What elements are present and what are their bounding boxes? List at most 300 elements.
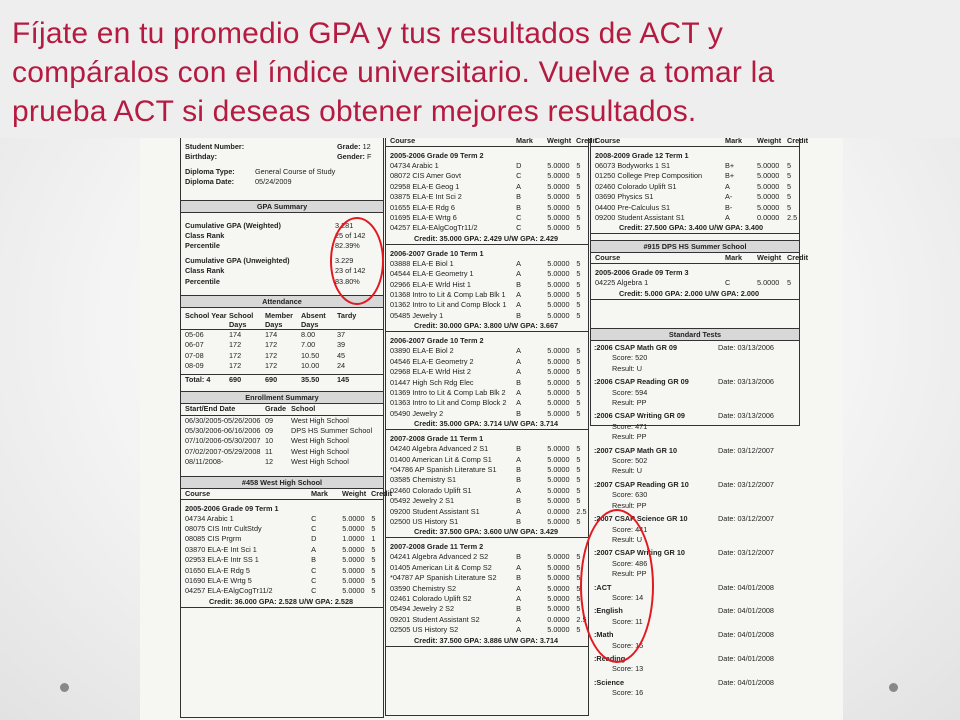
course-row [386,444,588,454]
course-weight: 5.0000 [757,192,780,202]
course-name: 02505 US History S2 [390,625,459,635]
test-name: :2007 CSAP Reading GR 10 [594,479,689,489]
course-row [591,171,799,181]
course-name: 08085 CIS Prgrm [185,534,242,544]
gpa-value: 23 of 142 [335,266,366,276]
course-weight: 5.0000 [547,258,570,268]
course-name: 08075 CIS Intr CultStdy [185,523,262,533]
attendance-cell: 7.00 [301,340,316,350]
course-mark: B [516,496,522,506]
gpa-label: Class Rank [185,231,225,241]
test-result: Result: PP [612,432,647,442]
term-title: 2005-2006 Grade 09 Term 2 [390,151,484,160]
course-row [386,182,588,192]
test-result: Result: PP [612,398,647,408]
course-mark: B [516,408,522,418]
course-weight: 5.0000 [547,408,570,418]
course-mark: B [516,573,522,583]
enrollment-cell: DPS HS Summer School [291,425,373,435]
course-credit: 5 [576,604,581,614]
course-row [386,269,588,279]
course-weight: 5.0000 [547,202,570,212]
course-weight: 5.0000 [547,583,570,593]
course-weight: 5.0000 [547,367,570,377]
attendance-cell: 172 [229,361,242,371]
course-row [386,280,588,290]
course-mark: A [516,269,522,279]
course-name: 05490 Jewelry 2 [390,408,444,418]
attendance-row [181,361,383,371]
course-mark: A [516,181,522,191]
course-mark: B [311,555,317,565]
course-name: 01690 ELA-E Wrtg 5 [185,575,252,585]
course-row [386,388,588,398]
test-result: Result: PP [612,500,647,510]
course-name: 04734 Arabic 1 [390,161,439,170]
course-row [386,615,588,625]
course-columns-header [591,138,809,147]
enrollment-row [181,436,383,446]
course-row [386,367,588,377]
school458-header: #458 West High School [181,476,383,489]
course-credit: 5 [787,181,792,191]
test-name: :2007 CSAP Math GR 10 [594,445,677,455]
course-name: 01695 ELA-E Wrtg 6 [390,213,457,223]
enrollment-cell: 10 [265,436,274,446]
course-weight: 5.0000 [547,594,570,603]
course-name: 02958 ELA-E Geog 1 [390,181,460,191]
course-name: 01369 Intro to Lit & Comp Lab Blk 2 [390,387,506,397]
attendance-col-header: Member Days [265,311,293,330]
test-score: Score: 441 [612,524,648,534]
course-weight: 5.0000 [342,575,365,585]
enrollment-header-row [181,404,383,415]
test-name: :2007 CSAP Science GR 10 [594,514,688,524]
course-weight: 5.0000 [547,625,570,635]
course-weight: 5.0000 [547,377,570,387]
attendance-cell: 07-08 [185,350,204,360]
course-mark: B [516,192,522,202]
course-credit: 5 [576,516,581,526]
course-credit: 5 [576,290,581,300]
course-name: 01368 Intro to Lit & Comp Lab Blk 1 [390,290,506,300]
course-mark: A- [725,192,733,202]
test-name: :2007 CSAP Writing GR 10 [594,548,685,558]
column-header: Credit [787,138,809,145]
course-weight: 5.0000 [757,171,780,181]
column-header: Course [595,253,621,263]
course-credit: 5 [576,475,581,485]
course-weight: 5.0000 [547,161,570,170]
test-date: Date: 03/12/2007 [718,548,774,558]
enrollment-cell: 07/02/2007-05/29/2008 [185,446,261,456]
course-mark: C [311,565,317,575]
attendance-cell: 145 [337,374,350,384]
course-weight: 5.0000 [547,300,570,310]
course-mark: B+ [725,161,735,170]
attendance-header-row [181,308,383,330]
course-weight: 5.0000 [342,586,365,596]
course-row [386,409,588,419]
course-credit: 5 [787,278,792,288]
course-row [386,213,588,223]
course-row [591,192,799,202]
course-name: 04544 ELA-E Geometry 1 [390,269,474,279]
course-weight: 5.0000 [547,171,570,181]
course-weight: 5.0000 [757,202,780,212]
test-item [590,478,800,512]
test-name: :2006 CSAP Writing GR 09 [594,411,685,421]
gpa-value: 25 of 142 [335,231,366,241]
course-credit: 5 [576,202,581,212]
column-header: Credit [371,488,393,498]
course-credit: 5 [576,300,581,310]
course-credit: 5 [576,356,581,366]
test-name: :Science [594,677,625,687]
course-credit: 2.5 [787,213,798,223]
attendance-cell: 06-07 [185,340,204,350]
course-columns-header [386,138,598,147]
test-date: Date: 03/12/2007 [718,514,774,524]
course-name: 06073 Bodyworks 1 S1 [595,161,671,170]
term-title: 2007-2008 Grade 11 Term 2 [390,542,484,552]
course-weight: 5.0000 [757,278,780,288]
enrollment-cell: West High School [291,436,349,446]
course-mark: B [516,310,522,320]
attendance-cell: 24 [337,361,346,371]
course-credit: 5 [576,213,581,223]
course-credit: 5 [371,575,376,585]
course-weight: 5.0000 [757,181,780,191]
test-name: :Math [594,630,614,640]
course-row [386,573,588,583]
gpa-value: 3.281 [335,220,354,230]
course-row [386,311,588,321]
term-credit-summary: Credit: 36.000 GPA: 2.528 U/W GPA: 2.528 [181,597,383,608]
test-score: Score: 16 [612,688,644,698]
course-weight: 5.0000 [547,269,570,279]
course-columns-header [181,488,393,500]
course-credit: 5 [576,485,581,495]
course-row [386,517,588,527]
slide-title: Fíjate en tu promedio GPA y tus resultados de ACT y compáralos con el índice universitario. Vuelve a tomar la prueba ACT si deseas obtener mejores resultados. [12,17,775,128]
test-name-row [590,446,800,456]
course-row [386,192,588,202]
birthday-label: Birthday: [185,152,218,162]
test-date: Date: 04/01/2008 [718,653,774,663]
course-name: *04787 AP Spanish Literature S2 [390,573,497,583]
test-result: Result: PP [612,569,647,579]
course-row [181,514,383,524]
course-weight: 5.0000 [547,573,570,583]
enrollment-cell: 05/30/2006-06/16/2006 [185,425,261,435]
course-credit: 5 [787,171,792,181]
course-row [386,346,588,356]
term-title: 2005-2006 Grade 09 Term 3 [595,268,689,278]
term-credit-summary: Credit: 35.000 GPA: 3.714 U/W GPA: 3.714 [386,419,588,430]
course-credit: 5 [576,408,581,418]
test-score: Score: 15 [612,640,644,650]
column-header: Credit [576,138,598,145]
column-header: Course [185,488,211,498]
diploma-date-value: 05/24/2009 [255,177,292,187]
course-name: 03888 ELA-E Biol 1 [390,258,454,268]
attendance-cell: 690 [229,374,242,384]
course-row [591,278,799,288]
grade-label: Grade: [337,142,361,151]
course-row [181,534,383,544]
course-name: 03585 Chemistry S1 [390,475,457,485]
course-credit: 1 [371,534,376,544]
course-mark: B [516,475,522,485]
enrollment-cell: 12 [265,457,274,467]
course-mark: A [516,258,522,268]
column-header: Weight [757,253,782,263]
course-weight: 5.0000 [342,513,365,523]
term-credit-summary: Credit: 37.500 GPA: 3.886 U/W GPA: 3.714 [386,636,588,647]
course-mark: B+ [725,171,735,181]
column-header: Course [595,138,621,145]
test-result: Result: U [612,363,643,373]
course-mark: B [516,552,522,562]
summer-courses [591,253,809,299]
column-header: Mark [725,253,743,263]
course-row [386,300,588,310]
course-mark: A [725,213,730,223]
summer-school-header: #915 DPS HS Summer School [591,240,799,253]
course-weight: 5.0000 [342,544,365,554]
gpa-label: Percentile [185,241,220,251]
course-row [181,524,383,534]
course-name: *04786 AP Spanish Literature S1 [390,464,497,474]
course-mark: C [311,513,317,523]
attendance-col-header: Tardy [337,311,357,321]
course-row [181,566,383,576]
test-score: Score: 11 [612,616,643,626]
course-credit: 5 [576,496,581,506]
course-credit: 5 [576,464,581,474]
grade-value: 12 [362,142,371,151]
test-score: Score: 594 [612,387,648,397]
attendance-cell: Total: 4 [185,374,211,384]
course-credit: 2.5 [576,506,587,516]
attendance-table [181,308,383,385]
course-mark: B [516,202,522,212]
course-mark: A [516,346,522,356]
course-weight: 5.0000 [342,565,365,575]
course-credit: 5 [371,523,376,533]
transcript-middle-column [385,138,598,716]
course-name: 01655 ELA-E Rdg 6 [390,202,455,212]
column-header: Weight [546,138,572,145]
test-name-row [590,678,800,688]
course-mark: A [516,387,522,397]
course-credit: 5 [576,444,581,454]
course-mark: B [516,464,522,474]
course-name: 04225 Algebra 1 [595,278,649,288]
school458-courses [181,488,393,608]
slide-title-box [0,0,960,138]
test-name: :2006 CSAP Reading GR 09 [594,377,689,387]
course-mark: C [516,213,522,223]
course-mark: D [516,161,522,170]
test-date: Date: 03/12/2007 [718,445,774,455]
enrollment-cell: West High School [291,415,349,425]
test-date: Date: 04/01/2008 [718,677,774,687]
course-mark: C [311,586,317,596]
course-name: 09201 Student Assistant S2 [390,614,480,624]
course-name: 03690 Physics S1 [595,192,654,202]
course-weight: 5.0000 [547,496,570,506]
enrollment-cell: 06/30/2005-05/26/2006 [185,415,261,425]
course-weight: 5.0000 [547,516,570,526]
gpa-label: Class Rank [185,266,225,276]
course-name: 04546 ELA-E Geometry 2 [390,356,474,366]
course-name: 01250 College Prep Composition [595,171,703,181]
course-name: 03875 ELA-E Int Sci 2 [390,192,462,202]
course-credit: 5 [576,552,581,562]
course-credit: 5 [576,594,581,603]
term-credit-summary: Credit: 35.000 GPA: 2.429 U/W GPA: 2.429 [386,234,588,245]
test-item [590,444,800,478]
course-name: 02968 ELA-E Wrld Hist 2 [390,367,471,377]
attendance-col-header: School Days [229,311,254,330]
course-weight: 5.0000 [547,181,570,191]
attendance-row [181,340,383,350]
column-header: Mark [515,138,533,145]
course-mark: A [311,544,317,554]
course-row [386,378,588,388]
nav-dot-left [60,683,69,692]
course-name: 02500 US History S1 [390,516,459,526]
course-weight: 5.0000 [547,290,570,300]
course-name: 02460 Colorado Uplift S1 [390,485,472,495]
course-weight: 5.0000 [342,523,365,533]
course-name: 04734 Arabic 1 [185,513,234,523]
test-date: Date: 03/13/2006 [718,343,774,352]
test-name-row [590,377,800,387]
course-mark: A [516,594,522,603]
course-credit: 5 [576,269,581,279]
course-weight: 5.0000 [547,192,570,202]
course-name: 03870 ELA-E Int Sci 1 [185,544,257,554]
column-header: Credit [787,253,809,263]
course-credit: 5 [576,223,581,233]
course-mark: A [516,562,522,572]
enrollment-row [181,457,383,467]
test-score: Score: 14 [612,592,644,602]
course-credit: 5 [576,181,581,191]
course-row [386,552,588,562]
student-info [181,138,383,188]
term-credit-summary: Credit: 30.000 GPA: 3.800 U/W GPA: 3.667 [386,321,588,332]
attendance-col-header: Absent Days [301,311,326,330]
course-row [181,555,383,565]
gpa-highlight-circle [330,217,384,305]
column-header: Mark [310,488,328,498]
nav-dot-right [889,683,898,692]
course-row [386,290,588,300]
attendance-cell: 174 [265,330,278,340]
course-name: 02966 ELA-E Wrld Hist 1 [390,279,471,289]
course-credit: 5 [371,513,376,523]
course-weight: 0.0000 [547,614,570,624]
test-date: Date: 04/01/2008 [718,582,774,592]
course-row [591,203,799,213]
course-mark: A [516,398,522,408]
transcript-scan [140,138,843,720]
middle-courses [386,138,598,647]
course-credit: 5 [576,387,581,397]
course-mark: D [311,534,317,544]
test-score: Score: 13 [612,664,644,674]
course-columns-header [591,253,809,264]
course-mark: A [516,583,522,593]
course-mark: C [516,171,522,181]
course-credit: 5 [576,279,581,289]
course-weight: 5.0000 [547,454,570,464]
course-credit: 5 [576,161,581,170]
term-title: 2007-2008 Grade 11 Term 1 [390,434,484,444]
gpa-value: 82.39% [335,241,360,251]
course-row [386,625,588,635]
course-credit: 5 [371,555,376,565]
act-highlight-circle [580,509,654,663]
attendance-cell: 172 [229,340,242,350]
course-name: 01447 High Sch Rdg Elec [390,377,474,387]
course-weight: 5.0000 [547,387,570,397]
test-score: Score: 471 [612,421,648,431]
gpa-value: 3.229 [335,255,354,265]
course-name: 08072 CIS Amer Govt [390,171,461,181]
attendance-cell: 45 [337,350,346,360]
course-credit: 5 [576,398,581,408]
course-name: 02953 ELA-E Intr SS 1 [185,555,259,565]
gender-label: Gender: [337,152,365,162]
enrollment-cell: 09 [265,415,274,425]
course-weight: 5.0000 [547,444,570,454]
course-name: 09200 Student Assistant S1 [595,213,685,223]
course-credit: 5 [787,192,792,202]
course-row [386,465,588,475]
test-item [590,341,800,375]
course-weight: 5.0000 [547,604,570,614]
test-date: Date: 03/13/2006 [718,377,774,387]
course-mark: C [311,575,317,585]
course-weight: 5.0000 [547,213,570,223]
test-date: Date: 04/01/2008 [718,630,774,640]
attendance-cell: 39 [337,340,346,350]
course-name: 04257 ELA-EAlgCogTr11/2 [390,223,478,233]
course-name: 03590 Chemistry S2 [390,583,457,593]
course-credit: 5 [576,583,581,593]
course-name: 04241 Algebra Advanced 2 S2 [390,552,489,562]
course-row [181,576,383,586]
enrollment-col-header: Start/End Date [185,404,236,414]
column-header: Weight [757,138,782,145]
course-credit: 5 [787,202,792,212]
test-result: Result: U [612,466,643,476]
gender-value: F [367,152,372,162]
test-score: Score: 502 [612,456,648,466]
term-title: 2008-2009 Grade 12 Term 1 [595,151,689,160]
grade12-courses [591,138,809,234]
course-weight: 5.0000 [547,398,570,408]
course-mark: A [516,367,522,377]
course-name: 05485 Jewelry 1 [390,310,444,320]
enrollment-cell: 07/10/2006-05/30/2007 [185,436,261,446]
enrollment-row [181,416,383,426]
